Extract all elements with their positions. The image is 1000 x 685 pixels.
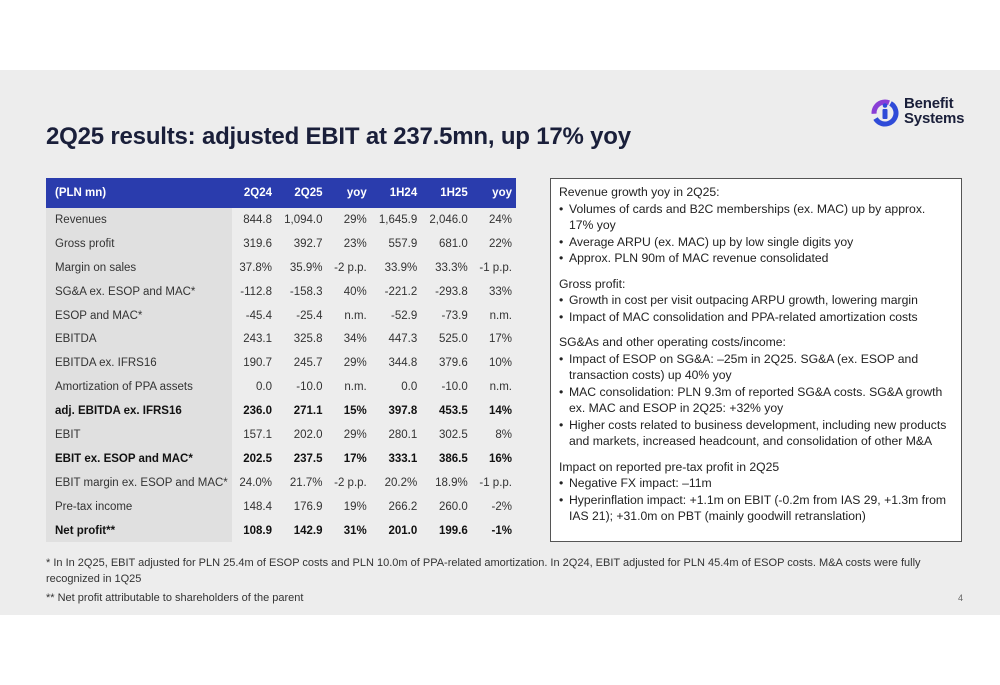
commentary-section (559, 459, 953, 525)
table-row (46, 327, 516, 351)
table-cell: -45.4 (245, 309, 273, 322)
benefit-systems-logo-icon (870, 98, 900, 128)
row-label: ESOP and MAC* (46, 304, 232, 328)
table-header-cell: yoy (472, 178, 516, 208)
bullet-item: • Approx. PLN 90m of MAC revenue consolidated (559, 250, 953, 267)
row-label: adj. EBITDA ex. IFRS16 (46, 399, 232, 423)
table-cell: 33.3% (435, 261, 468, 274)
bullet-list (559, 351, 953, 450)
bullet-item: • Growth in cost per visit outpacing ARPU growth, lowering margin (559, 292, 953, 309)
table-cell: 21.7% (289, 476, 323, 489)
table-cell: 22% (488, 237, 512, 250)
table-header-cell: yoy (327, 178, 371, 208)
table-cell: 1,645.9 (378, 213, 418, 226)
table-row (46, 399, 516, 423)
table-row (46, 280, 516, 304)
commentary-heading: Gross profit: (559, 276, 626, 291)
commentary-section (559, 334, 953, 450)
table-cell: 24.0% (239, 476, 273, 489)
table-cell: 447.3 (388, 333, 418, 346)
table-cell: 19% (343, 500, 367, 513)
table-header-cell: 1H24 (371, 178, 422, 208)
table-cell: 0.0 (256, 381, 273, 394)
table-cell: 386.5 (438, 452, 468, 465)
table-row (46, 304, 516, 328)
company-logo (870, 96, 980, 130)
table-cell: 31% (343, 524, 367, 537)
table-cell: 33.9% (384, 261, 418, 274)
row-label: EBIT margin ex. ESOP and MAC* (46, 471, 232, 495)
table-cell: 201.0 (388, 524, 418, 537)
table-cell: -52.9 (391, 309, 418, 322)
table-cell: 243.1 (243, 333, 273, 346)
table-cell: 8% (495, 428, 512, 441)
table-cell: 453.5 (438, 405, 468, 418)
table-row (46, 256, 516, 280)
table-cell: 17% (488, 333, 512, 346)
table-cell: 271.1 (293, 405, 323, 418)
commentary-heading: Impact on reported pre-tax profit in 2Q25 (559, 459, 780, 474)
table-cell: 17% (343, 452, 367, 465)
commentary-section (559, 184, 953, 267)
table-cell: -1% (491, 524, 512, 537)
slide (0, 70, 1000, 615)
table-cell: 20.2% (384, 476, 418, 489)
table-cell: 16% (488, 452, 512, 465)
table-cell: -112.8 (240, 285, 273, 298)
table-cell: -2 p.p. (334, 476, 367, 489)
table-cell: 344.8 (388, 357, 418, 370)
bullet-item: • Negative FX impact: –11m (559, 475, 953, 492)
table-row (46, 351, 516, 375)
table-cell: 176.9 (293, 500, 323, 513)
logo-text (904, 96, 964, 126)
table-row (46, 423, 516, 447)
row-label: Gross profit (46, 232, 232, 256)
table-cell: 397.8 (388, 405, 418, 418)
table-header-cell: 2Q24 (232, 178, 276, 208)
table-cell: 18.9% (435, 476, 468, 489)
table-row (46, 375, 516, 399)
table-cell: n.m. (489, 309, 512, 322)
commentary-heading: SG&As and other operating costs/income: (559, 335, 786, 349)
bullet-item: • Impact of MAC consolidation and PPA-related amortization costs (559, 309, 953, 326)
table-cell: 29% (343, 428, 367, 441)
table-cell: 1,094.0 (284, 213, 323, 226)
table-cell: 148.4 (243, 500, 273, 513)
table-row (46, 208, 516, 232)
table-cell: 24% (488, 213, 512, 226)
table-cell: -1 p.p. (479, 261, 512, 274)
row-label: EBITDA (46, 327, 232, 351)
row-label: Amortization of PPA assets (46, 375, 232, 399)
row-label: EBITDA ex. IFRS16 (46, 351, 232, 375)
table-cell: 0.0 (401, 381, 418, 394)
commentary-section (559, 276, 953, 326)
table-header-row (46, 178, 516, 208)
table-cell: 202.5 (243, 452, 273, 465)
table-cell: -158.3 (289, 285, 323, 298)
footnote-1: * In In 2Q25, EBIT adjusted for PLN 25.4m of ESOP costs and PLN 10.0m of PPA-related amortization. In 2Q24, EBIT adjusted for PLN 45.4m of ESOP costs. M&A costs were fully recognized in 1Q25 (46, 557, 921, 585)
table-cell: 40% (343, 285, 367, 298)
table-header-cell: 1H25 (421, 178, 472, 208)
bullet-item: • Average ARPU (ex. MAC) up by low single digits yoy (559, 234, 953, 251)
table-cell: 34% (343, 333, 367, 346)
table-cell: 844.8 (243, 213, 273, 226)
table-cell: 29% (343, 213, 367, 226)
bullet-item: • Hyperinflation impact: +1.1m on EBIT (-0.2m from IAS 29, +1.3m from IAS 21); +31.0m on PBT (mainly goodwill retranslation) (559, 492, 953, 525)
table-cell: 23% (343, 237, 367, 250)
bullet-list (559, 292, 953, 325)
bullet-item: • MAC consolidation: PLN 9.3m of reported SG&A costs. SG&A growth ex. MAC and ESOP in 2Q25: +32% yoy (559, 384, 953, 417)
table-cell: -10.0 (441, 381, 468, 394)
table-cell: 260.0 (438, 500, 468, 513)
table-cell: 2,046.0 (429, 213, 468, 226)
table-cell: 325.8 (293, 333, 323, 346)
table-cell: 266.2 (388, 500, 418, 513)
table-cell: 15% (343, 405, 367, 418)
row-label: Net profit** (46, 519, 232, 543)
bullet-item: • Impact of ESOP on SG&A: –25m in 2Q25. SG&A (ex. ESOP and transaction costs) up 40% yoy (559, 351, 953, 384)
table-cell: n.m. (489, 381, 512, 394)
logo-line-1: Benefit (904, 95, 954, 112)
table-row (46, 447, 516, 471)
table-cell: 157.1 (243, 428, 273, 441)
table-cell: -25.4 (296, 309, 323, 322)
table-cell: 302.5 (438, 428, 468, 441)
table-cell: 379.6 (438, 357, 468, 370)
table-cell: -1 p.p. (479, 476, 512, 489)
table-cell: 10% (488, 357, 512, 370)
table-cell: 33% (488, 285, 512, 298)
table-cell: 319.6 (243, 237, 273, 250)
page-number: 4 (958, 593, 964, 603)
table-cell: 237.5 (293, 452, 323, 465)
table-row (46, 232, 516, 256)
table-cell: 14% (488, 405, 512, 418)
table-cell: -2% (491, 500, 512, 513)
table-cell: 525.0 (438, 333, 468, 346)
row-label: EBIT ex. ESOP and MAC* (46, 447, 232, 471)
table-cell: 199.6 (438, 524, 468, 537)
bullet-item: • Volumes of cards and B2C memberships (ex. MAC) up by approx. 17% yoy (559, 201, 953, 234)
table-cell: 280.1 (388, 428, 418, 441)
table-row (46, 519, 516, 543)
row-label: Pre-tax income (46, 495, 232, 519)
page-title: 2Q25 results: adjusted EBIT at 237.5mn, up 17% yoy (46, 123, 631, 150)
row-label: EBIT (46, 423, 232, 447)
table-cell: 190.7 (243, 357, 273, 370)
bullet-list (559, 475, 953, 525)
table-cell: 35.9% (289, 261, 323, 274)
row-label: Margin on sales (46, 256, 232, 280)
table-header-label: (PLN mn) (46, 178, 232, 208)
table-cell: 202.0 (293, 428, 323, 441)
table-cell: 142.9 (293, 524, 323, 537)
table-cell: 557.9 (388, 237, 418, 250)
table-cell: -10.0 (296, 381, 323, 394)
table-row (46, 471, 516, 495)
bullet-item: • Higher costs related to business development, including new products and markets, increased headcount, and consolidation of other M&A (559, 417, 953, 450)
table-cell: -293.8 (435, 285, 468, 298)
table-cell: -73.9 (441, 309, 468, 322)
table-cell: -221.2 (384, 285, 418, 298)
commentary-box (550, 178, 962, 542)
table-cell: 392.7 (293, 237, 323, 250)
table-cell: n.m. (344, 381, 367, 394)
table-cell: 37.8% (239, 261, 273, 274)
row-label: SG&A ex. ESOP and MAC* (46, 280, 232, 304)
table-cell: 29% (343, 357, 367, 370)
table-cell: 681.0 (438, 237, 468, 250)
table-cell: 108.9 (243, 524, 273, 537)
footnote-2: ** Net profit attributable to shareholders of the parent (46, 592, 304, 604)
table-cell: 236.0 (243, 405, 273, 418)
bullet-list (559, 201, 953, 267)
results-table (46, 178, 516, 542)
table-row (46, 495, 516, 519)
table-cell: n.m. (344, 309, 367, 322)
commentary-heading: Revenue growth yoy in 2Q25: (559, 185, 720, 199)
table-cell: 245.7 (293, 357, 323, 370)
logo-line-2: Systems (904, 110, 965, 127)
table-header-cell: 2Q25 (276, 178, 327, 208)
table-cell: -2 p.p. (334, 261, 367, 274)
row-label: Revenues (46, 208, 232, 232)
table-cell: 333.1 (388, 452, 418, 465)
